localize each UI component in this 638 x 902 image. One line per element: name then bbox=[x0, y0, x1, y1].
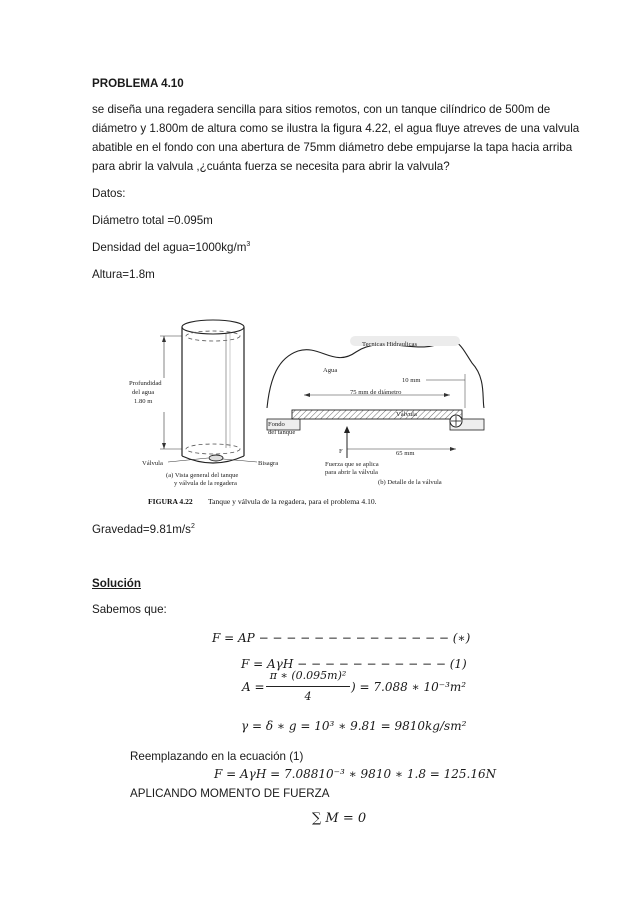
tank-label-2: del agua bbox=[132, 389, 155, 396]
force-label: F bbox=[339, 448, 343, 455]
tank-label-1: Profundidad bbox=[129, 380, 162, 387]
equation-moment: ∑ M = 0 bbox=[312, 811, 367, 826]
solucion-heading: Solución bbox=[92, 577, 141, 590]
statement-line-1: se diseña una regadera sencilla para sitios remotos, con un tanque cilíndrico de 500m de bbox=[92, 103, 551, 116]
equation-a-numerator: π ∗ (0.095m)² bbox=[269, 669, 347, 682]
statement-line-3: abatible en el fondo con una abertura de 75mm diámetro debe empujarse la tapa hacia arriba bbox=[92, 141, 573, 154]
sub-a-line-2: y válvula de la regadera bbox=[174, 480, 237, 487]
bisagra-label: Bisagra bbox=[258, 460, 279, 467]
mm65-label: 65 mm bbox=[396, 450, 415, 457]
statement-line-2: diámetro y 1.800m de altura como se ilustra la figura 4.22, el agua fluye atreves de una valvula bbox=[92, 122, 580, 135]
mm10-label: 10 mm bbox=[402, 377, 421, 384]
valve-detail-drawing bbox=[267, 336, 484, 458]
sub-b-label: (b) Detalle de la válvula bbox=[378, 479, 442, 486]
fuerza-label-2: para abrir la válvula bbox=[325, 469, 378, 476]
equation-gamma: γ = δ ∗ g = 10³ ∗ 9.81 = 9810kg/sm² bbox=[241, 719, 467, 733]
mm75-label: 75 mm de diámetro bbox=[350, 389, 402, 396]
equation-force: F = AγH = 7.08810⁻³ ∗ 9810 ∗ 1.8 = 125.16N bbox=[214, 767, 497, 781]
reemplazando-text: Reemplazando en la ecuación (1) bbox=[130, 750, 304, 763]
gravedad-exponent: 2 bbox=[190, 523, 195, 530]
equation-a-rhs: ) = 7.088 ∗ 10⁻³m² bbox=[351, 680, 467, 694]
fondo-label-2: del tanque bbox=[268, 429, 296, 436]
fraction-bar bbox=[266, 686, 350, 687]
valvula-label: Válvula bbox=[142, 460, 163, 467]
watermark-text: Tecnicas Hidraulicas bbox=[362, 341, 418, 348]
tank-label-3: 1.80 m bbox=[134, 398, 153, 405]
figure-4-22 bbox=[120, 308, 520, 513]
datos-gravedad: $Gravedad=9.81m/s^2$ bbox=[92, 523, 195, 536]
equation-star: F = AP − − − − − − − − − − − − − − (∗) bbox=[212, 631, 471, 645]
fuerza-label-1: Fuerza que se aplica bbox=[325, 461, 379, 468]
valvula-detail-label: Válvula bbox=[396, 411, 417, 418]
equation-a-denominator: 4 bbox=[304, 690, 312, 703]
densidad-exponent: 3 bbox=[246, 241, 251, 248]
sub-a-line-1: (a) Vista general del tanque bbox=[166, 472, 239, 479]
agua-label: Agua bbox=[323, 367, 338, 374]
caption-number: FIGURA 4.22 bbox=[148, 497, 193, 506]
fondo-label-1: Fondo bbox=[268, 421, 285, 428]
sabemos-que: Sabemos que: bbox=[92, 603, 167, 616]
statement-line-4: para abrir la valvula ,¿cuánta fuerza se necesita para abrir la valvula? bbox=[92, 160, 450, 173]
equation-1: F = AγH − − − − − − − − − − − (1) bbox=[241, 657, 467, 671]
aplicando-text: APLICANDO MOMENTO DE FUERZA bbox=[130, 787, 330, 800]
datos-densidad: Densidad del $agua=1000kg/m^3$ bbox=[92, 241, 251, 254]
datos-diametro: Diámetro total =0.095m bbox=[92, 214, 213, 227]
datos-altura: Altura=1.8m bbox=[92, 268, 155, 281]
caption-text: Tanque y válvula de la regadera, para el problema 4.10. bbox=[208, 497, 377, 506]
datos-heading: Datos: bbox=[92, 187, 126, 200]
problem-title: PROBLEMA 4.10 bbox=[92, 77, 184, 90]
equation-a-lhs: A = bbox=[242, 680, 265, 694]
